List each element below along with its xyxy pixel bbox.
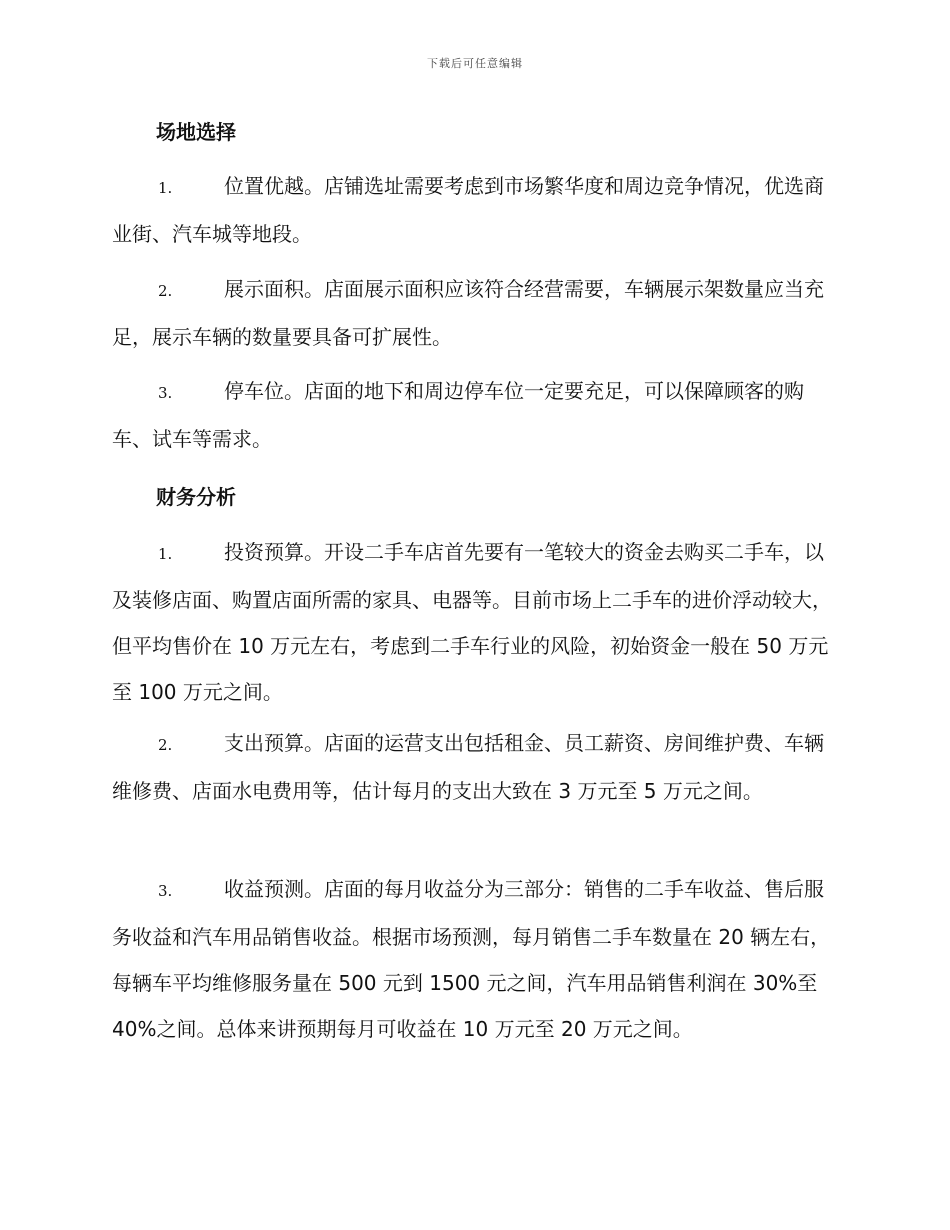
section-heading-financial-analysis: 财务分析 — [156, 485, 236, 509]
item-text: 展示面积。店面展示面积应该符合经营需要，车辆展示架数量应当充足，展示车辆的数量要具备可扩展性。 — [112, 277, 824, 349]
item-text: 位置优越。店铺选址需要考虑到市场繁华度和周边竞争情况，优选商业街、汽车城等地段。 — [112, 174, 824, 246]
item-number: 3. — [158, 882, 173, 900]
list-item — [112, 163, 840, 257]
item-text: 投资预算。开设二手车店首先要有一笔较大的资金去购买二手车，以及装修店面、购置店面所需的家具、电器等。目前市场上二手车的进价浮动较大，但平均售价在 10 万元左右，考虑到二手车行业的风险，初始资金一般在 50 万元至 100 万元之间。 — [112, 540, 832, 704]
item-number: 1. — [158, 179, 173, 197]
item-text: 停车位。店面的地下和周边停车位一定要充足，可以保障顾客的购车、试车等需求。 — [112, 379, 804, 451]
page-header-note: 下载后可任意编辑 — [427, 57, 523, 70]
item-text: 收益预测。店面的每月收益分为三部分：销售的二手车收益、售后服务收益和汽车用品销售收益。根据市场预测，每月销售二手车数量在 20 辆左右，每辆车平均维修服务量在 500 元到 1500 元之间，汽车用品销售利润在 30%至 40%之间。总体来讲预期每月可收益在 10 万元至 20 万元之间。 — [112, 877, 831, 1041]
list-item — [112, 720, 840, 814]
list-item — [112, 529, 840, 715]
item-number: 1. — [158, 545, 173, 563]
item-number: 2. — [158, 736, 173, 754]
list-item — [112, 368, 840, 462]
item-number: 3. — [158, 384, 173, 402]
item-number: 2. — [158, 282, 173, 300]
list-item — [112, 866, 840, 1052]
list-item — [112, 266, 840, 360]
section-heading-site-selection: 场地选择 — [156, 120, 236, 144]
item-text: 支出预算。店面的运营支出包括租金、员工薪资、房间维护费、车辆维修费、店面水电费用等，估计每月的支出大致在 3 万元至 5 万元之间。 — [112, 731, 824, 803]
